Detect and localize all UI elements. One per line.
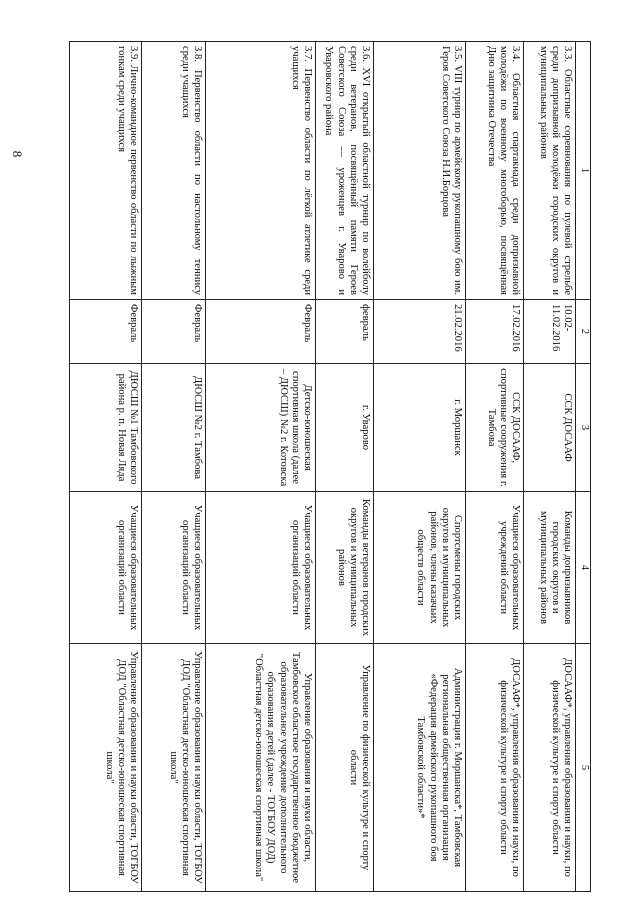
table-row [70,42,142,892]
participants-cell: Команды ветеранов городских округов и муниципальных районов [316,492,374,644]
date-cell: 21.02.2016 [374,300,466,364]
date-cell: Февраль [70,300,142,364]
column-header: 1 [576,42,591,300]
organizer-cell: Управление образования и науки области, Тамбовское областное государственное бюджетное образовательное учреждение дополнительного образования детей (далее - ТОГБОУ ДОД) "Областная детско-юношеская спортивная школа" [206,644,316,892]
participants-cell: Учащиеся образовательных организаций области [142,492,206,644]
events-table [69,41,591,892]
event-cell: 3.3. Областные соревнования по пулевой стрельбе среди допризывной молодёжи городских округов и муниципальных районов [524,42,576,300]
place-cell: ДЮСШ №2 г. Тамбова [142,364,206,492]
date-cell: Февраль [142,300,206,364]
place-cell: ССК ДОСААФ [524,364,576,492]
place-cell: г. Моршанск [374,364,466,492]
column-header: 4 [576,492,591,644]
organizer-cell: Администрация г. Моршанска*, Тамбовская региональная общественная организация «Федерация армейского рукопашного боя Тамбовской области»* [374,644,466,892]
organizer-cell: ДОСААФ*, управления образования и науки, по физической культуре и спорту области [524,644,576,892]
place-cell: ССК ДОСААФ, спортивные сооружения г. Тамбова [466,364,524,492]
event-cell: 3.5. VIII турнир по армейскому рукопашному бою им. Героя Советского Союза Н.И.Борцова [374,42,466,300]
table-row [524,42,576,892]
column-header: 2 [576,300,591,364]
participants-cell: Команды допризывников городских округов и муниципальных районов [524,492,576,644]
event-cell: 3.6. XVI открытый областной турнир по волейболу среди ветеранов, посвящённый памяти Героев Советского Союза — уроженцев г. Уварово и Уваровского района [316,42,374,300]
column-header: 5 [576,644,591,892]
event-cell: 3.9. Лично-командное первенство области по лыжным гонкам среди учащихся [70,42,142,300]
place-cell: г. Уварово [316,364,374,492]
date-cell: 17.02.2016 [466,300,524,364]
date-cell: Февраль [206,300,316,364]
organizer-cell: Управление образования и науки области, ТОГБОУ ДОД "Областная детско-юношеская спортивная школа" [70,644,142,892]
schedule-table-wrapper [69,41,591,891]
table-row [374,42,466,892]
table-row [206,42,316,892]
header-row [576,42,591,892]
organizer-cell: ДОСААФ*, управления образования и науки, по физической культуре и спорту области [466,644,524,892]
table-row [466,42,524,892]
participants-cell: Учащиеся образовательных организаций области [70,492,142,644]
event-cell: 3.4. Областная спартакиада среди допризывной молодёжи по военному многоборью, посвящённая Дню защитника Отечества [466,42,524,300]
date-cell: 10.02-11.02.2016 [524,300,576,364]
table-row [142,42,206,892]
date-cell: февраль [316,300,374,364]
organizer-cell: Управление по физической культуре и спорту области [316,644,374,892]
event-cell: 3.8. Первенство области по настольному теннису среди учащихся [142,42,206,300]
place-cell: Детско-юношеская спортивная школа (далее – ДЮСШ) №2 г. Котовска [206,364,316,492]
column-header: 3 [576,364,591,492]
organizer-cell: Управление образования и науки области, ТОГБОУ ДОД "Областная детско-юношеская спортивная школа" [142,644,206,892]
participants-cell: Учащиеся образовательных организаций области [206,492,316,644]
event-cell: 3.7. Первенство области по лёгкой атлетике среди учащихся [206,42,316,300]
participants-cell: Спортсмены городских округов и муниципальных районов, члены казачьих обществ области [374,492,466,644]
table-row [316,42,374,892]
place-cell: ДЮСШ №1 Тамбовского района р. п. Новая Ляда [70,364,142,492]
participants-cell: Учащиеся образовательных учреждений области [466,492,524,644]
page-number: 8 [10,150,25,158]
